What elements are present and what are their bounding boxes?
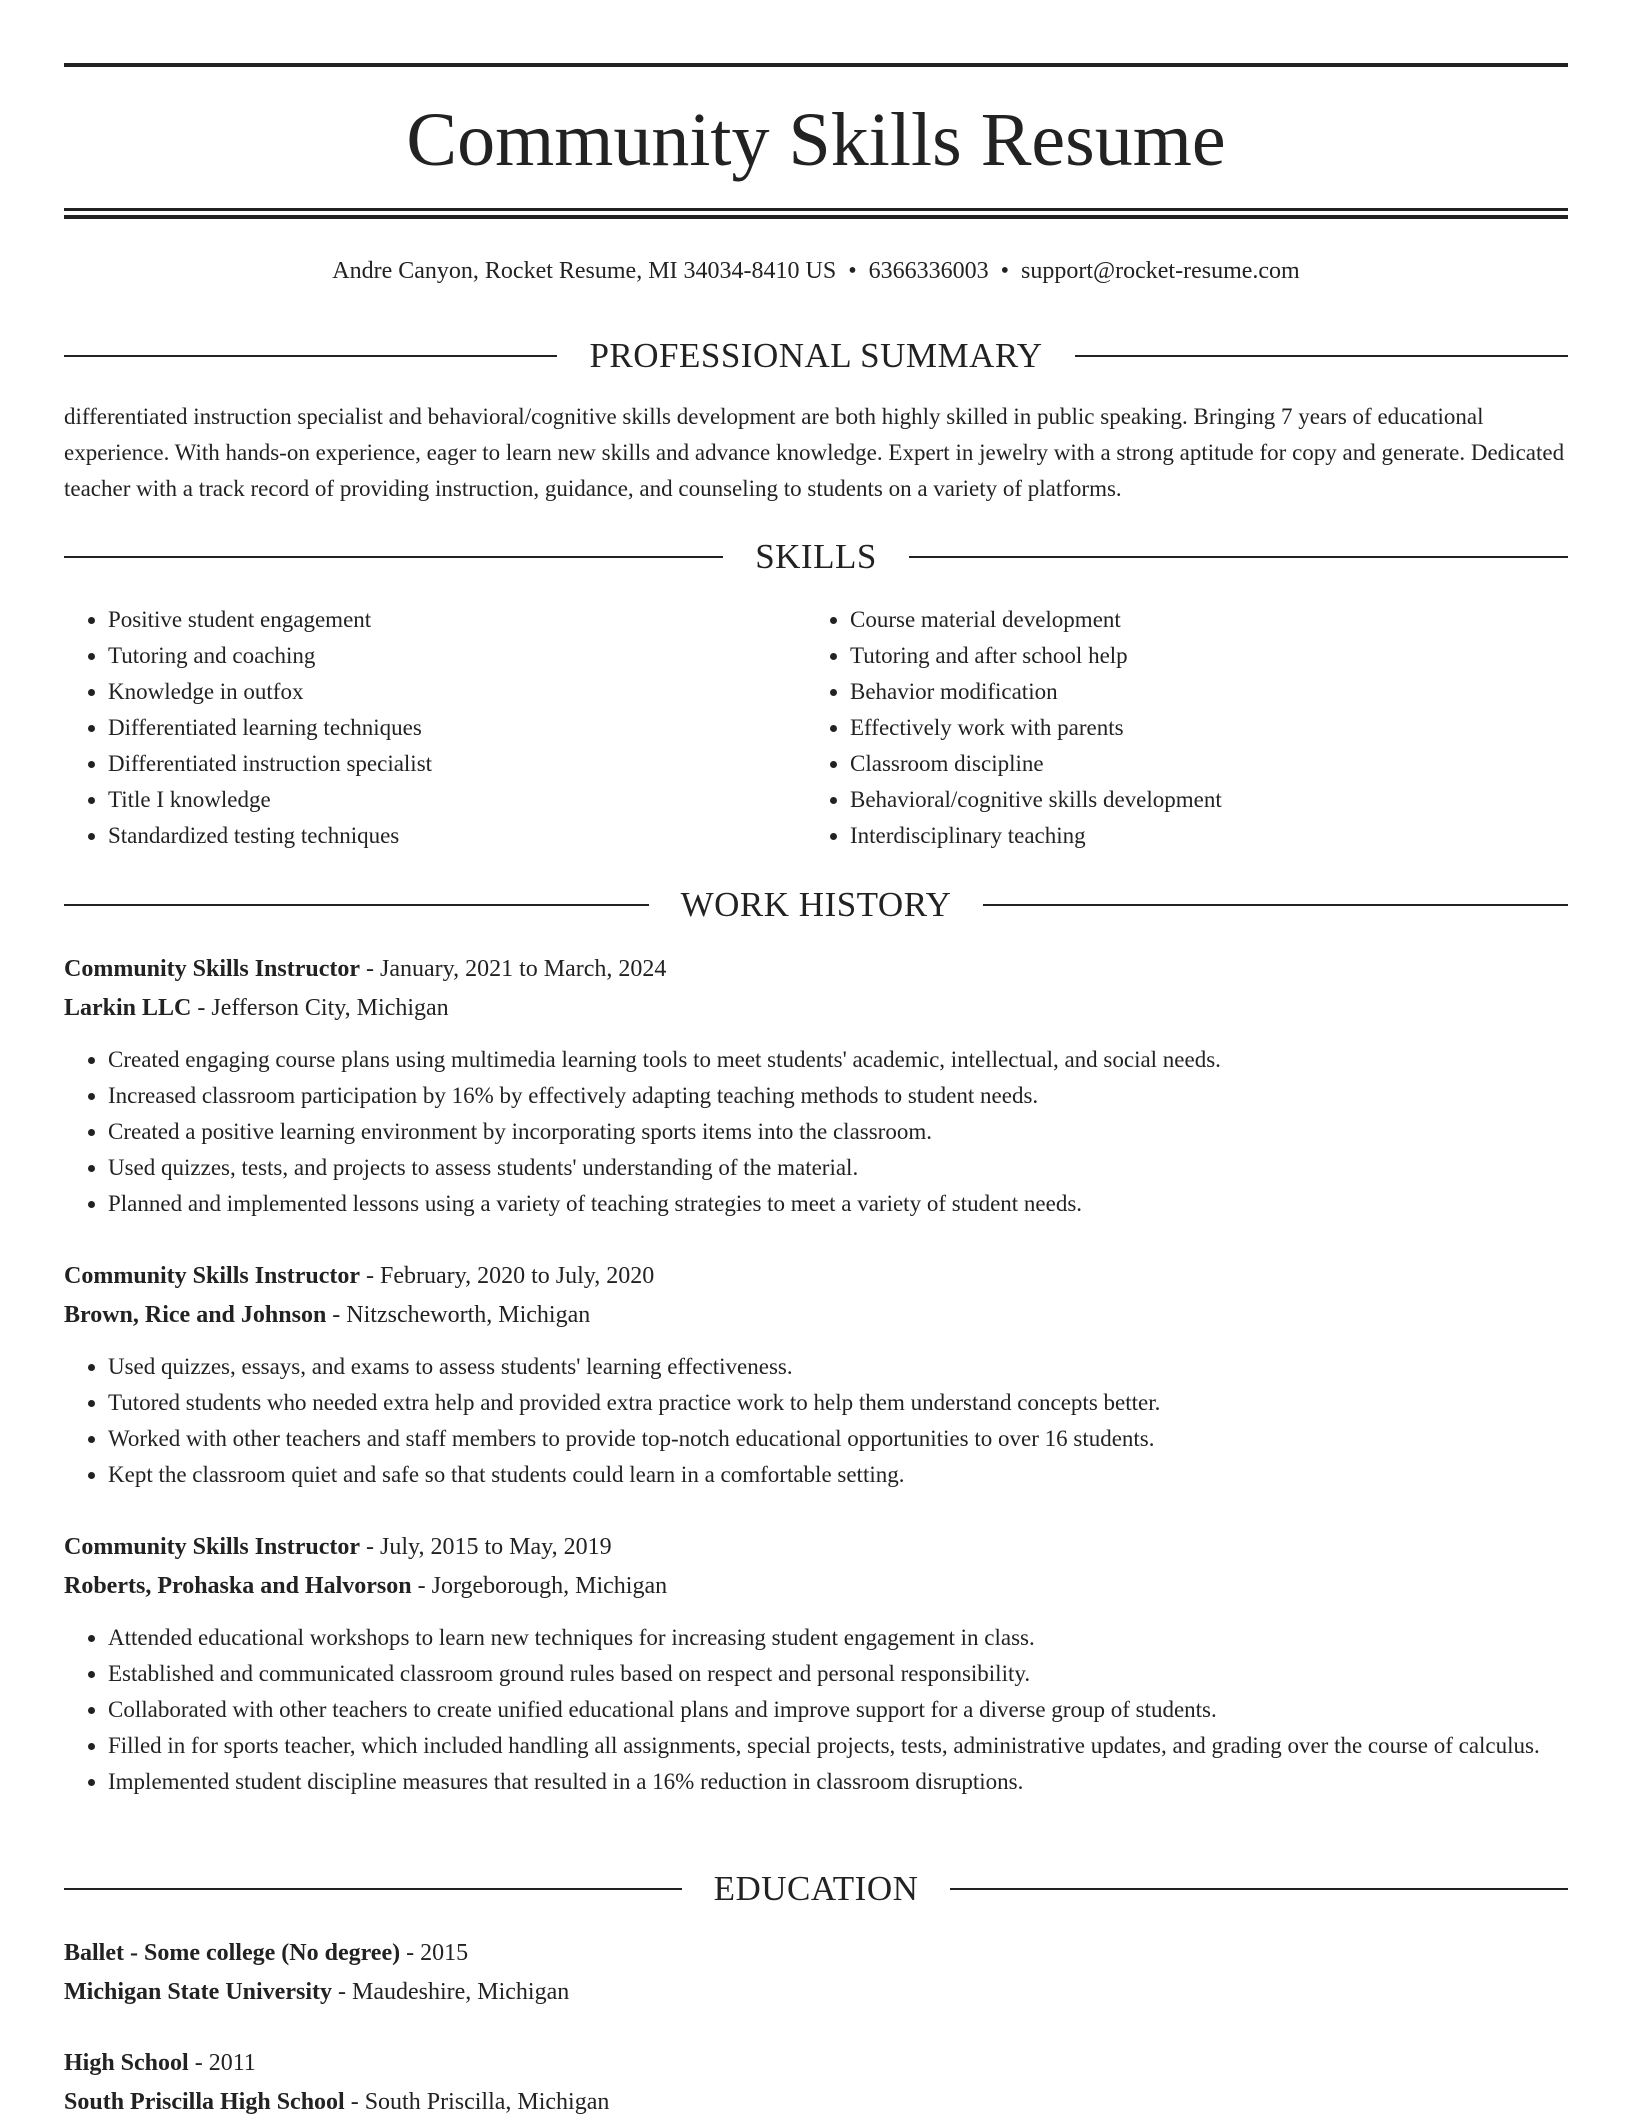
job-dates: - July, 2015 to May, 2019 (360, 1534, 612, 1560)
job-bullet: • Created engaging course plans using multimedia learning tools to meet students' academic, intellectual, and social needs. (108, 1042, 1568, 1078)
section-rule (909, 556, 1568, 558)
job-title: Community Skills Instructor (64, 1534, 361, 1560)
section-header-education (64, 1867, 1568, 1911)
section-rule (1075, 355, 1568, 357)
job-title-line (64, 950, 1568, 989)
section-rule (983, 904, 1568, 906)
top-rule (64, 63, 1568, 67)
resume-title: Community Skills Resume (406, 98, 1226, 182)
job-bullet: • Tutored students who needed extra help and provided extra practice work to help them understand concepts better. (108, 1385, 1568, 1421)
job-bullet: • Created a positive learning environment by incorporating sports items into the classroom. (108, 1114, 1568, 1150)
section-header-skills (64, 535, 1568, 579)
skill-item: • Positive student engagement (108, 602, 764, 638)
education-degree-line (64, 1934, 1568, 1973)
job-bullet: • Used quizzes, tests, and projects to assess students' understanding of the material. (108, 1150, 1568, 1186)
contact-separator: • (1000, 258, 1010, 284)
skills-column-right (806, 602, 1506, 854)
section-header-summary (64, 334, 1568, 378)
skill-item: • Differentiated instruction specialist (108, 746, 764, 782)
job-location: - Nitzscheworth, Michigan (326, 1302, 591, 1328)
job-company: Larkin LLC (64, 995, 192, 1021)
skills-list (806, 602, 1506, 854)
job-bullets (64, 1620, 1568, 1800)
job-bullet: • Established and communicated classroom ground rules based on respect and personal responsibility. (108, 1656, 1568, 1692)
job-company-line (64, 1567, 1568, 1606)
skill-item: • Behavioral/cognitive skills development (850, 782, 1506, 818)
section-title: WORK HISTORY (680, 885, 952, 924)
job-entry (64, 1257, 1568, 1493)
skills-column-left (64, 602, 764, 854)
summary-text: differentiated instruction specialist and behavioral/cognitive skills development are both highly skilled in public speaking. Bringing 7 years of educational experience. With hands-on experience, eager to learn new skills and advance knowledge. Expert in jewelry with a strong aptitude for copy and generate. Dedicated teacher with a track record of providing instruction, guidance, and counseling to students on a variety of platforms. (64, 404, 1565, 501)
education-school: Michigan State University (64, 1979, 332, 2005)
skill-item: • Course material development (850, 602, 1506, 638)
education-entry (64, 2044, 1568, 2122)
title-double-rule (64, 208, 1568, 219)
section-rule (64, 556, 723, 558)
skill-item: • Classroom discipline (850, 746, 1506, 782)
skill-item: • Tutoring and coaching (108, 638, 764, 674)
job-bullet: • Planned and implemented lessons using a variety of teaching strategies to meet a variety of student needs. (108, 1186, 1568, 1222)
job-bullet: • Filled in for sports teacher, which included handling all assignments, special projects, tests, administrative updates, and grading over the course of calculus. (108, 1728, 1568, 1764)
skill-item: • Tutoring and after school help (850, 638, 1506, 674)
education-school-line (64, 2083, 1568, 2122)
education-degree-line (64, 2044, 1568, 2083)
education-entry (64, 1934, 1568, 2012)
job-entry (64, 950, 1568, 1222)
job-dates: - January, 2021 to March, 2024 (360, 956, 667, 982)
skill-item: • Standardized testing techniques (108, 818, 764, 854)
job-bullet: • Used quizzes, essays, and exams to assess students' learning effectiveness. (108, 1349, 1568, 1385)
education-location: - Maudeshire, Michigan (331, 1979, 570, 2005)
job-location: - Jefferson City, Michigan (191, 995, 449, 1021)
job-bullets (64, 1042, 1568, 1222)
job-company: Roberts, Prohaska and Halvorson (64, 1573, 412, 1599)
job-bullet: • Collaborated with other teachers to create unified educational plans and improve support for a diverse group of students. (108, 1692, 1568, 1728)
job-company-line (64, 1296, 1568, 1335)
job-bullet: • Implemented student discipline measures that resulted in a 16% reduction in classroom disruptions. (108, 1764, 1568, 1800)
job-bullet: • Kept the classroom quiet and safe so that students could learn in a comfortable setting. (108, 1457, 1568, 1493)
contact-phone: 6366336003 (868, 258, 989, 284)
skill-item: • Behavior modification (850, 674, 1506, 710)
job-title: Community Skills Instructor (64, 1263, 361, 1289)
section-header-work (64, 883, 1568, 927)
job-bullet: • Worked with other teachers and staff members to provide top-notch educational opportunities to over 16 students. (108, 1421, 1568, 1457)
job-title: Community Skills Instructor (64, 956, 361, 982)
skill-item: • Effectively work with parents (850, 710, 1506, 746)
job-title-line (64, 1257, 1568, 1296)
contact-email: support@rocket-resume.com (1021, 258, 1300, 284)
section-title: PROFESSIONAL SUMMARY (589, 336, 1043, 375)
skill-item: • Interdisciplinary teaching (850, 818, 1506, 854)
education-location: - South Priscilla, Michigan (344, 2089, 610, 2115)
section-rule (64, 355, 557, 357)
skills-list (64, 602, 764, 854)
section-rule (64, 904, 649, 906)
job-location: - Jorgeborough, Michigan (411, 1573, 668, 1599)
skill-item: • Title I knowledge (108, 782, 764, 818)
contact-separator: • (848, 258, 857, 284)
skill-item: • Differentiated learning techniques (108, 710, 764, 746)
section-title: EDUCATION (713, 1869, 919, 1908)
section-title: SKILLS (755, 537, 877, 576)
education-school-line (64, 1973, 1568, 2012)
job-dates: - February, 2020 to July, 2020 (360, 1263, 655, 1289)
section-rule (64, 1888, 682, 1890)
contact-line (64, 254, 1568, 288)
job-company-line (64, 989, 1568, 1028)
education-degree: Ballet - Some college (No degree) (64, 1940, 401, 1966)
job-bullet: • Attended educational workshops to learn new techniques for increasing student engagement in class. (108, 1620, 1568, 1656)
education-year: - 2011 (188, 2050, 256, 2076)
job-entry (64, 1528, 1568, 1800)
education-school: South Priscilla High School (64, 2089, 345, 2115)
contact-address: Andre Canyon, Rocket Resume, MI 34034-8410 US (332, 258, 837, 284)
education-degree: High School (64, 2050, 189, 2076)
job-bullet: • Increased classroom participation by 16% by effectively adapting teaching methods to student needs. (108, 1078, 1568, 1114)
section-rule (950, 1888, 1568, 1890)
education-year: - 2015 (400, 1940, 469, 1966)
job-bullets (64, 1349, 1568, 1493)
job-title-line (64, 1528, 1568, 1567)
job-company: Brown, Rice and Johnson (64, 1302, 327, 1328)
skill-item: • Knowledge in outfox (108, 674, 764, 710)
